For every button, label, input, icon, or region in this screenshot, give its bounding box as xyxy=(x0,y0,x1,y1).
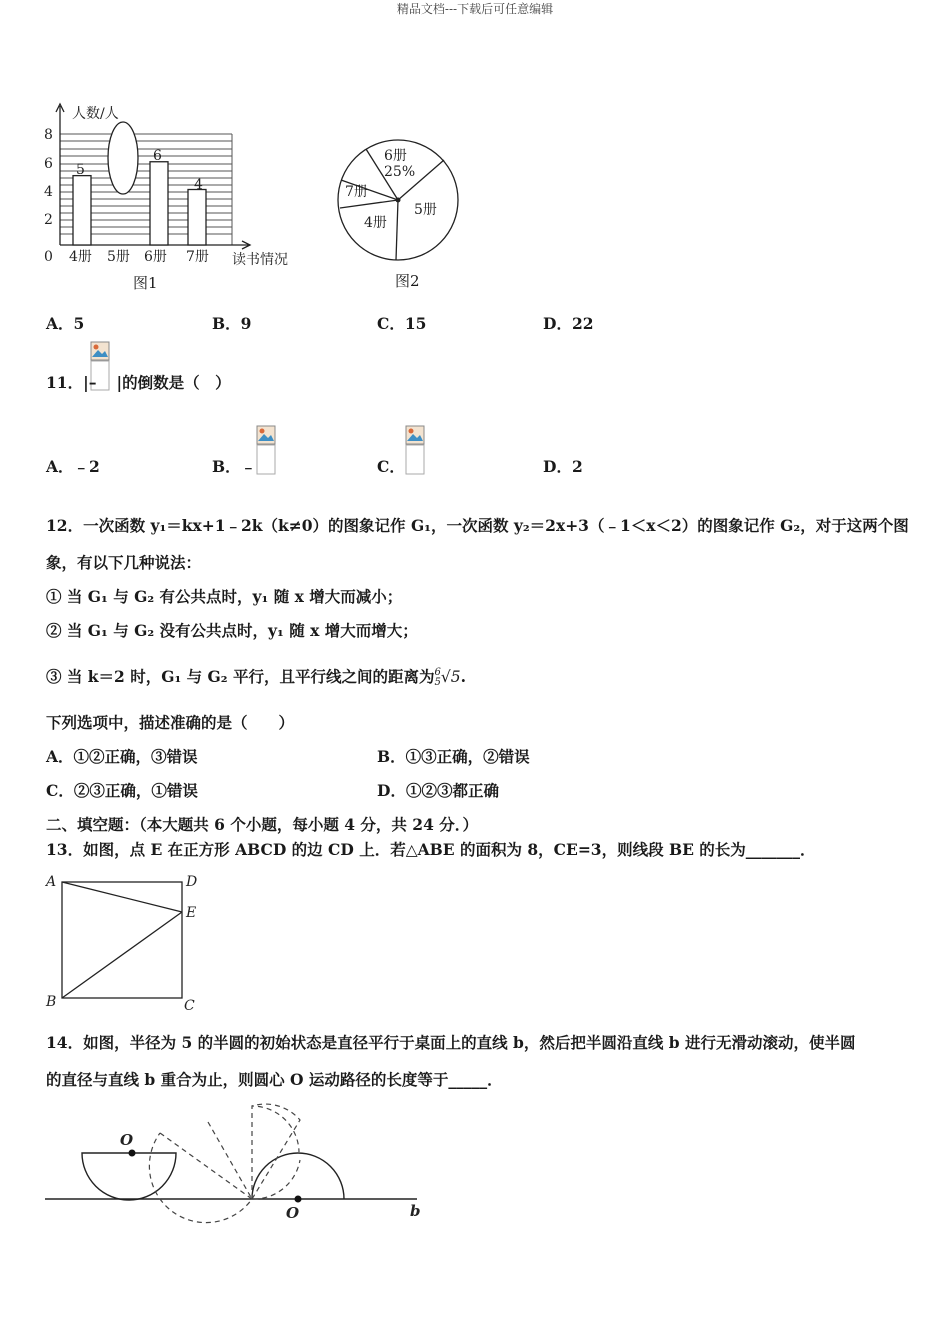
q12-statement-3: ③ 当 k＝2 时，G₁ 与 G₂ 平行，且平行线之间的距离为 6 5 √5. xyxy=(46,667,466,688)
q14-line1: 14．如图，半径为 5 的半圆的初始状态是直径平行于桌面上的直线 b，然后把半圆沿直线 b 进行无滑动滚动，使半圆 xyxy=(46,1033,856,1052)
broken-image-icon xyxy=(256,425,276,475)
slice-label-5: 5册 xyxy=(414,202,437,218)
slice-label-6: 6册 xyxy=(384,148,407,164)
label-b: b xyxy=(410,1202,421,1220)
q11-stem: 11．|– |的倒数是（ ） xyxy=(46,373,231,392)
point-c-label: C xyxy=(184,998,195,1014)
x-axis-label: 读书情况 xyxy=(232,252,288,268)
x-tick-7: 7册 xyxy=(186,249,209,265)
q14-line2: 的直径与直线 b 重合为止，则圆心 O 运动路径的长度等于_____． xyxy=(46,1070,503,1089)
figure1-bar-chart xyxy=(40,98,310,273)
q11-option-c: C． xyxy=(377,457,405,476)
page-header: 精品文档---下载后可任意编辑 xyxy=(396,2,554,16)
section-2-heading: 二、填空题：（本大题共 6 个小题，每小题 4 分，共 24 分．） xyxy=(46,815,479,834)
q11-option-a: A．﹣2 xyxy=(46,457,100,476)
x-tick-5: 5册 xyxy=(107,249,130,265)
origin-label: 0 xyxy=(44,249,53,265)
y-tick-4: 4 xyxy=(44,184,53,200)
q11-option-b: B．﹣ xyxy=(212,457,257,476)
bar-label-7: 4 xyxy=(194,177,203,193)
slice-label-4: 4册 xyxy=(364,215,387,231)
center-o-initial xyxy=(129,1150,136,1157)
x-tick-6: 6册 xyxy=(144,249,167,265)
y-tick-8: 8 xyxy=(44,127,53,143)
q12-option-d: D．①②③都正确 xyxy=(377,781,499,800)
q10-option-b: B．9 xyxy=(212,314,252,333)
figure2-caption: 图2 xyxy=(395,272,420,290)
q12-line1: 12．一次函数 y₁＝kx+1﹣2k（k≠0）的图象记作 G₁，一次函数 y₂＝2x+3（﹣1＜x＜2）的图象记作 G₂，对于这两个图 xyxy=(46,516,909,535)
bar-7册 xyxy=(188,190,206,246)
slice-label-25pct: 25% xyxy=(384,164,416,180)
initial-semicircle xyxy=(82,1153,176,1200)
q11-option-d: D．2 xyxy=(543,457,583,476)
bar-6册 xyxy=(150,162,168,245)
slice-label-7: 7册 xyxy=(345,184,368,200)
label-o-initial: O xyxy=(120,1131,134,1149)
y-axis-label: 人数/人 xyxy=(72,106,119,122)
q12-statement-1: ① 当 G₁ 与 G₂ 有公共点时，y₁ 随 x 增大而减小； xyxy=(46,587,403,606)
label-o-final: O xyxy=(286,1204,300,1222)
bar-4册 xyxy=(73,176,91,245)
figure1-caption: 图1 xyxy=(133,274,158,292)
point-b-label: B xyxy=(46,994,57,1010)
y-tick-6: 6 xyxy=(44,156,53,172)
q10-option-c: C．15 xyxy=(377,314,427,333)
bars xyxy=(73,162,206,245)
bar-label-4: 5 xyxy=(76,162,85,178)
point-e-label: E xyxy=(186,905,197,921)
q10-option-d: D．22 xyxy=(543,314,594,333)
q12-statement-2: ② 当 G₁ 与 G₂ 没有公共点时，y₁ 随 x 增大而增大； xyxy=(46,621,418,640)
q12-option-a: A．①②正确，③错误 xyxy=(46,747,198,766)
center-o-final xyxy=(295,1196,302,1203)
q10-option-a: A．5 xyxy=(46,314,85,333)
broken-image-icon xyxy=(405,425,425,475)
q14-semicircle-figure xyxy=(40,1100,430,1225)
point-d-label: D xyxy=(186,874,198,890)
figure2-pie-chart xyxy=(336,138,464,266)
bar-label-6: 6 xyxy=(153,148,162,164)
q12-option-c: C．②③正确，①错误 xyxy=(46,781,198,800)
q12-line2: 象，有以下几种说法： xyxy=(46,553,202,572)
x-tick-4: 4册 xyxy=(69,249,92,265)
q13-square-figure xyxy=(40,870,215,1015)
q12-prompt: 下列选项中，描述准确的是（ ） xyxy=(46,713,295,732)
rolling-positions xyxy=(149,1104,300,1223)
fraction: 6 5 xyxy=(434,667,441,688)
q13-stem: 13．如图，点 E 在正方形 ABCD 的边 CD 上．若△ABE 的面积为 8，CE=3，则线段 BE 的长为_______． xyxy=(46,840,816,859)
final-semicircle xyxy=(252,1153,344,1199)
q12-option-b: B．①③正确，②错误 xyxy=(377,747,530,766)
hidden-bar-ellipse xyxy=(108,122,138,194)
y-tick-2: 2 xyxy=(44,212,53,228)
point-a-label: A xyxy=(46,874,57,890)
